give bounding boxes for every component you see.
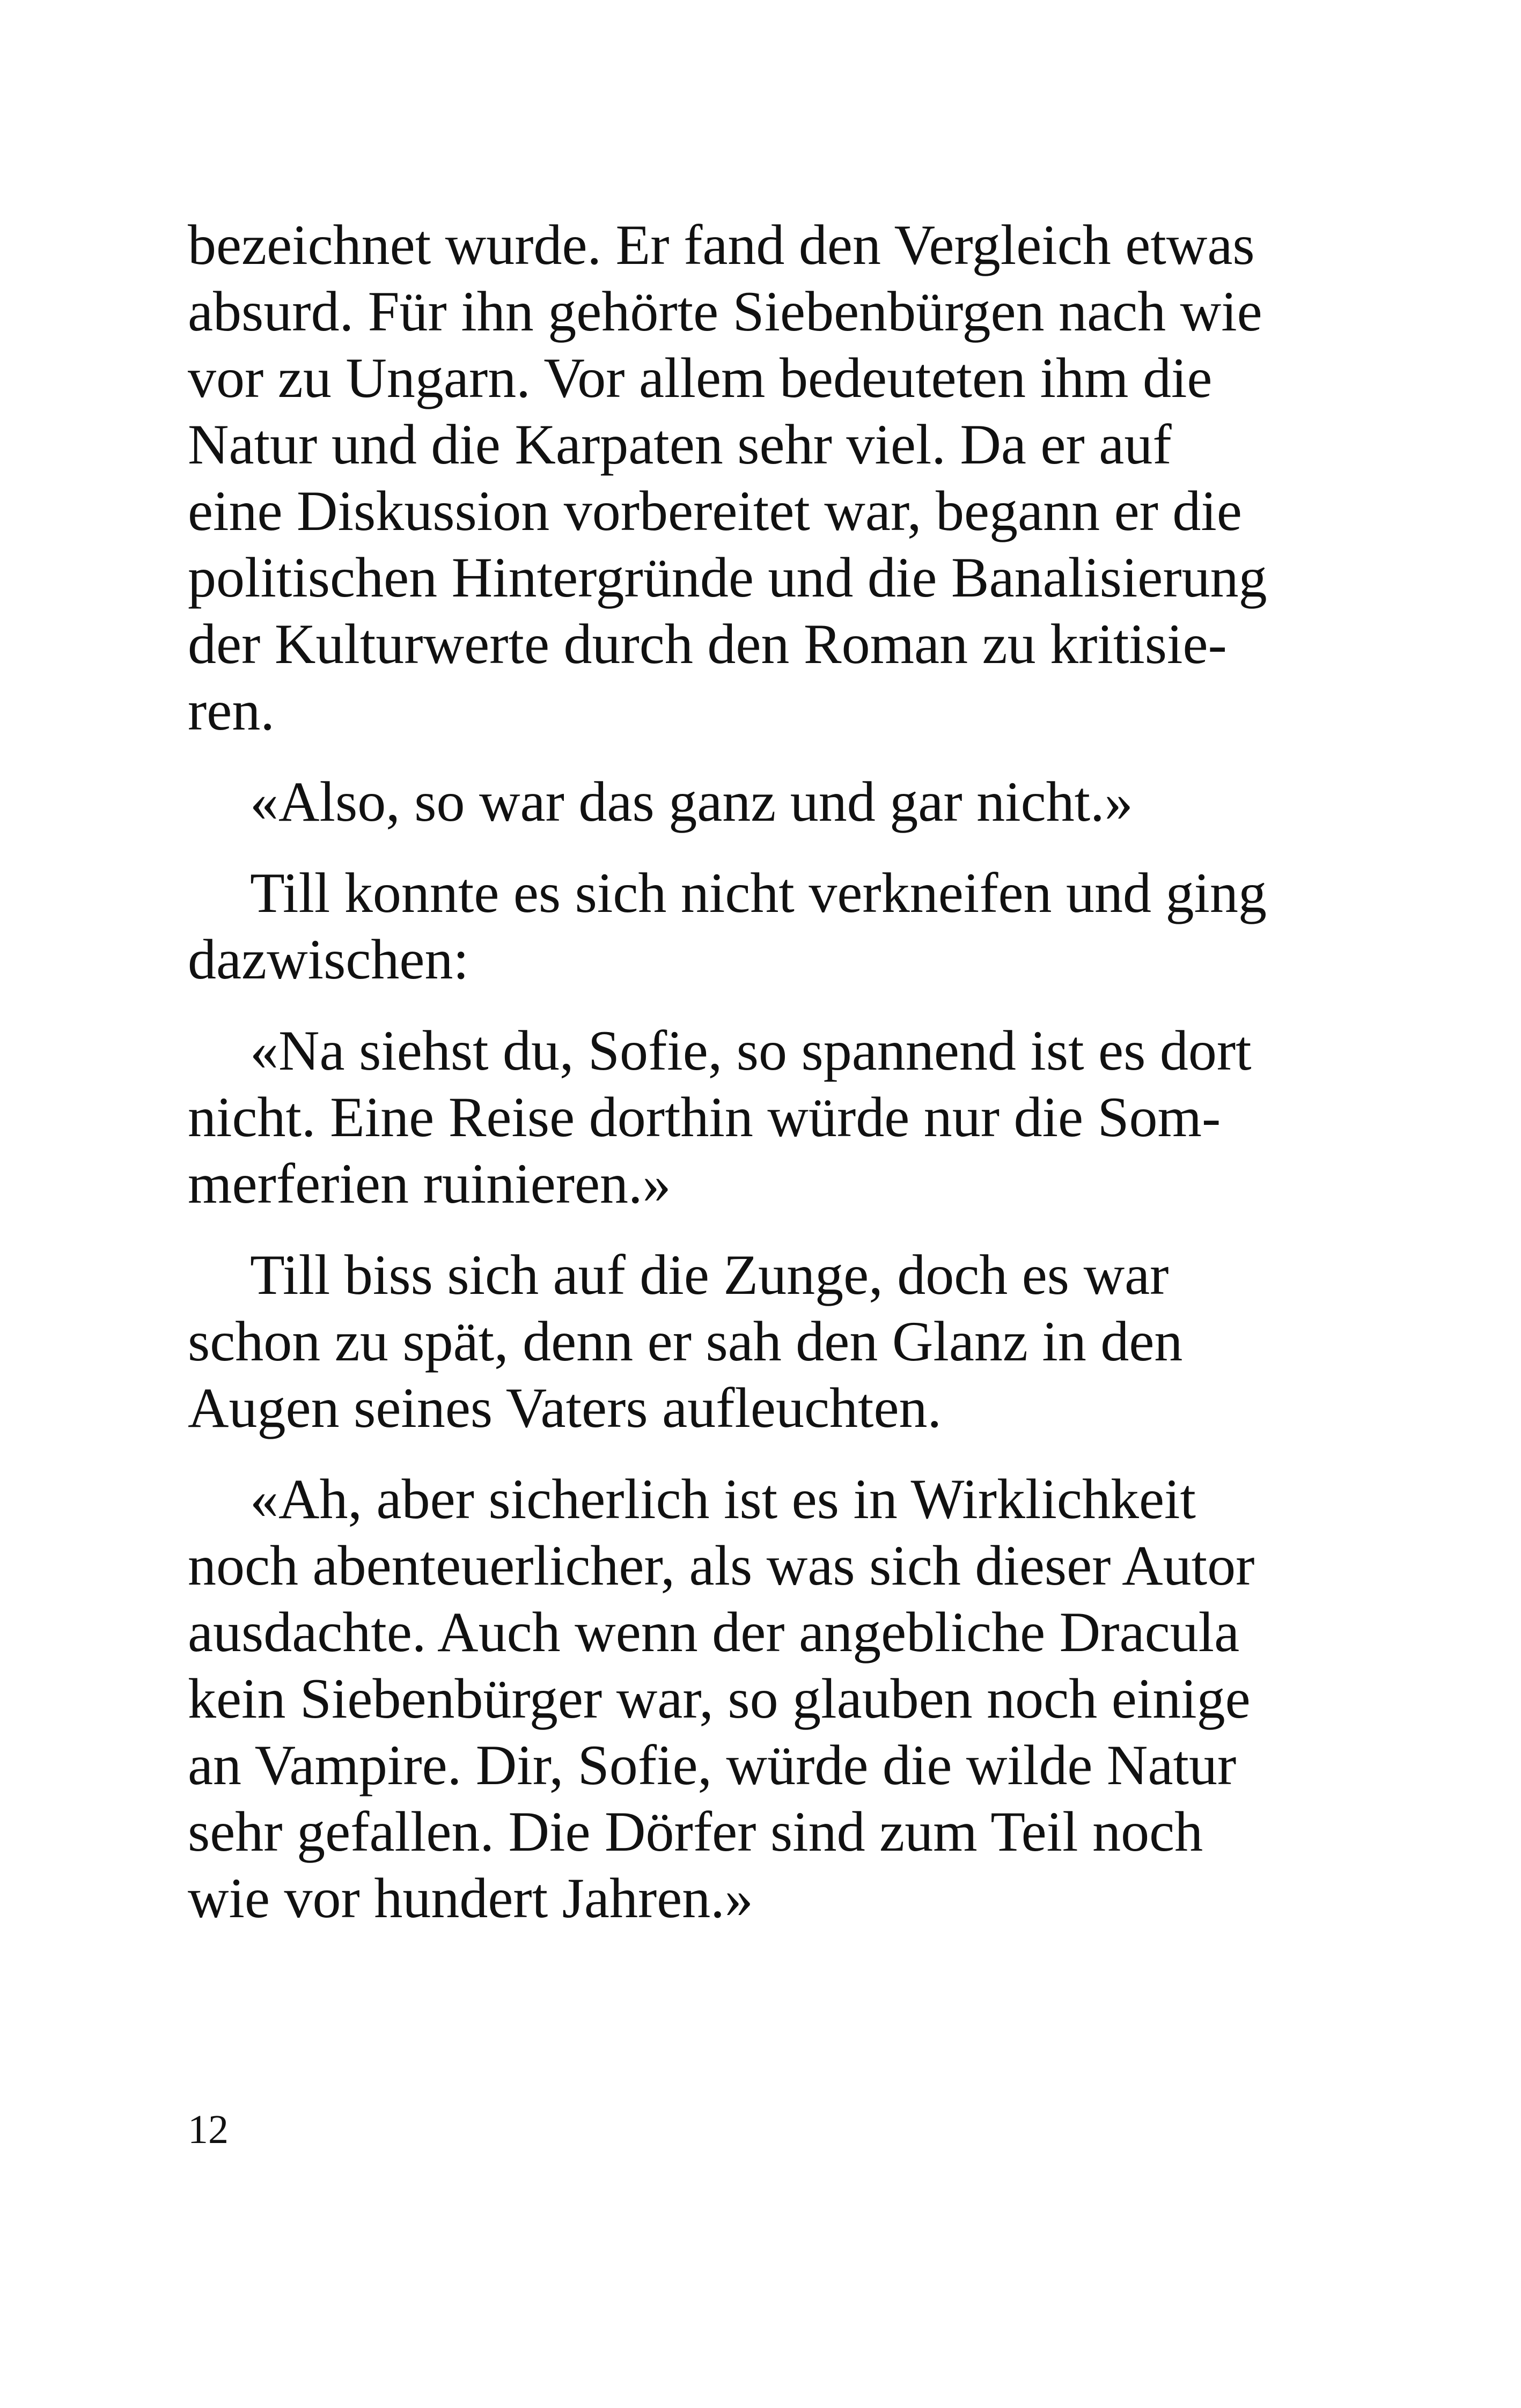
- paragraph-1: [188, 212, 1293, 744]
- text-line: Natur und die Karpaten sehr viel. Da er auf: [188, 413, 1172, 476]
- text-line: der Kulturwerte durch den Roman zu kritisie-: [188, 613, 1227, 675]
- text-line: ren.: [188, 679, 275, 742]
- text-line: sehr gefallen. Die Dörfer sind zum Teil noch: [188, 1800, 1203, 1863]
- text-line: ausdachte. Auch wenn der angebliche Dracula: [188, 1601, 1240, 1663]
- text-line: noch abenteuerlicher, als was sich dieser Autor: [188, 1534, 1255, 1597]
- text-line: dazwischen:: [188, 928, 469, 991]
- text-line: Till konnte es sich nicht verkneifen und ging: [250, 861, 1267, 924]
- paragraph-5: [188, 1242, 1293, 1441]
- paragraph-6: [188, 1466, 1293, 1932]
- text-line: kein Siebenbürger war, so glauben noch einige: [188, 1667, 1251, 1730]
- text-line: Till biss sich auf die Zunge, doch es war: [250, 1243, 1169, 1306]
- text-line: politischen Hintergründe und die Banalisierung: [188, 546, 1267, 609]
- page-number: 12: [188, 2107, 229, 2152]
- paragraph-2: [188, 769, 1293, 835]
- text-line: wie vor hundert Jahren.»: [188, 1867, 753, 1930]
- text-line: merferien ruinieren.»: [188, 1152, 671, 1215]
- text-line: absurd. Für ihn gehörte Siebenbürgen nach wie: [188, 280, 1262, 343]
- text-line: eine Diskussion vorbereitet war, begann er die: [188, 480, 1242, 542]
- text-line: vor zu Ungarn. Vor allem bedeuteten ihm die: [188, 347, 1213, 409]
- text-line: nicht. Eine Reise dorthin würde nur die Som-: [188, 1086, 1221, 1148]
- text-line: bezeichnet wurde. Er fand den Vergleich etwas: [188, 213, 1255, 276]
- text-line: an Vampire. Dir, Sofie, würde die wilde Natur: [188, 1734, 1237, 1796]
- paragraph-3: [188, 860, 1293, 993]
- body-text: [188, 212, 1293, 1956]
- paragraph-4: [188, 1018, 1293, 1217]
- text-line: «Also, so war das ganz und gar nicht.»: [250, 770, 1133, 833]
- text-line: «Na siehst du, Sofie, so spannend ist es dort: [250, 1019, 1252, 1082]
- text-line: schon zu spät, denn er sah den Glanz in den: [188, 1310, 1183, 1373]
- text-line: Augen seines Vaters aufleuchten.: [188, 1376, 942, 1439]
- text-line: «Ah, aber sicherlich ist es in Wirklichkeit: [250, 1468, 1196, 1530]
